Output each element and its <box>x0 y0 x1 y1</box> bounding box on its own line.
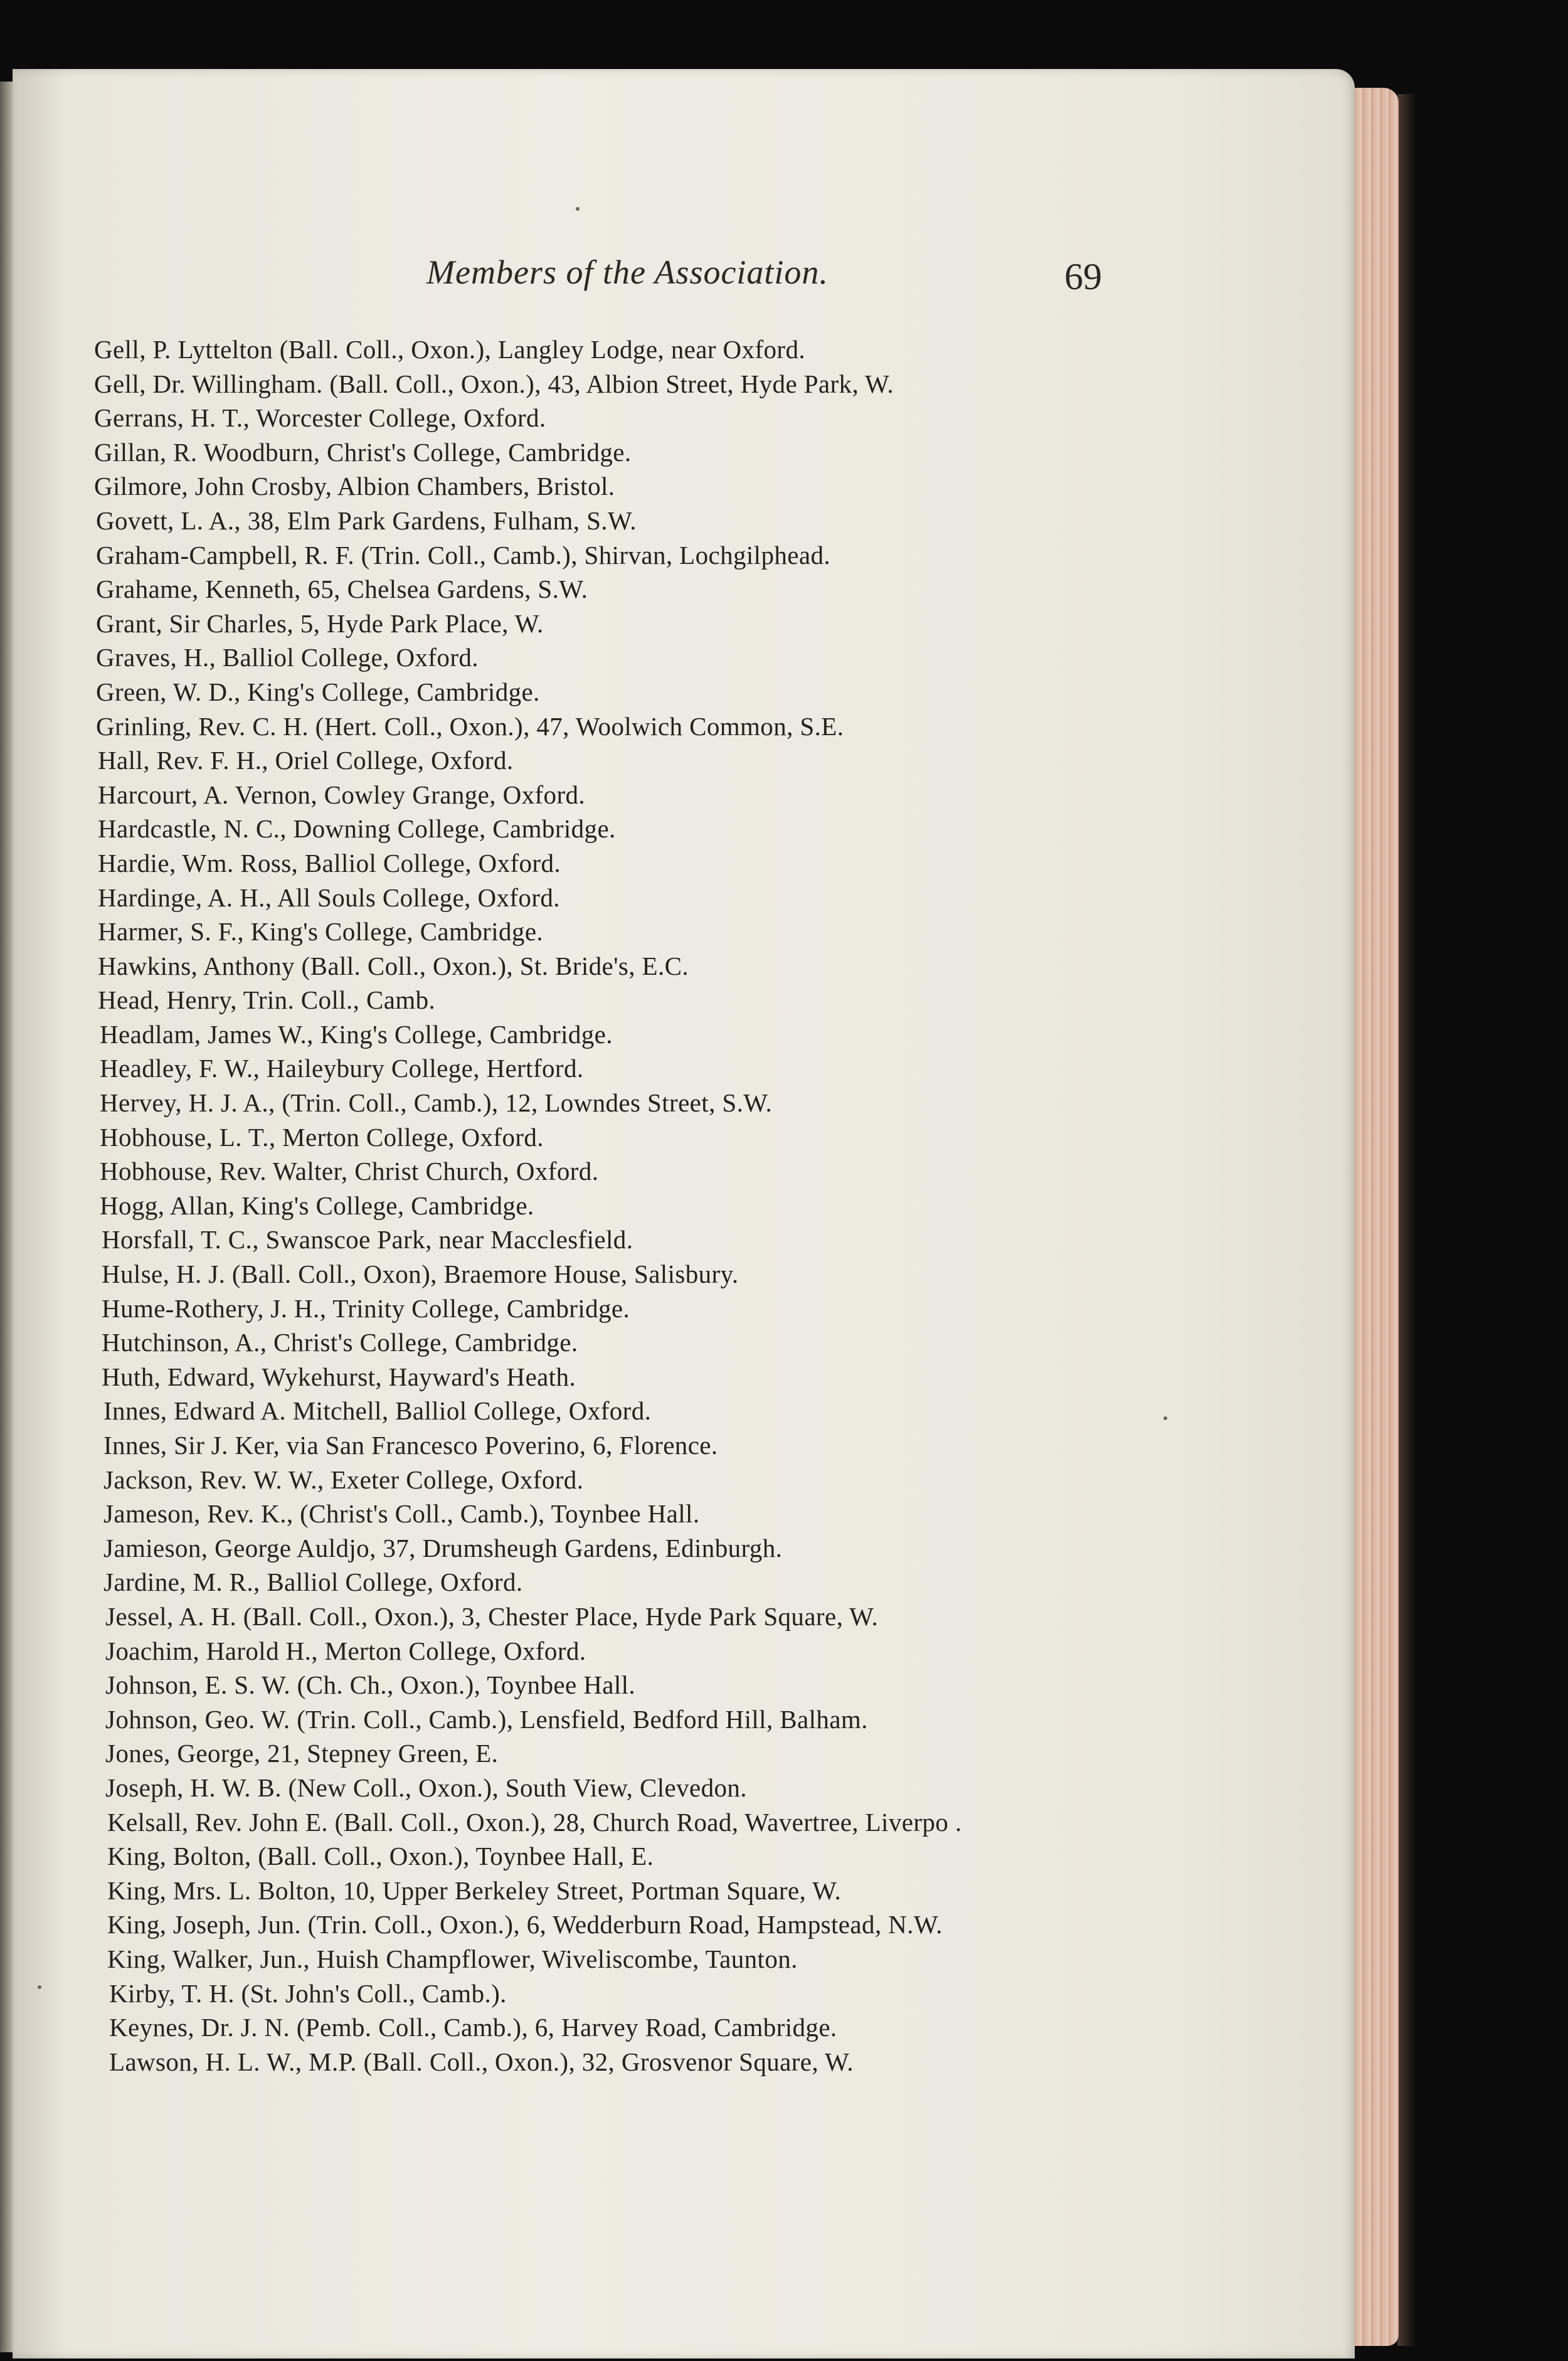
member-entry: Hobhouse, L. T., Merton College, Oxford. <box>100 1122 544 1152</box>
member-entry: Hardie, Wm. Ross, Balliol College, Oxford. <box>98 848 561 878</box>
member-entry: Hobhouse, Rev. Walter, Christ Church, Oxford. <box>100 1157 599 1186</box>
member-entry: King, Walker, Jun., Huish Champflower, Wiveliscombe, Taunton. <box>107 1944 798 1973</box>
member-entry: Grinling, Rev. C. H. (Hert. Coll., Oxon.), 47, Woolwich Common, S.E. <box>96 711 844 741</box>
member-entry: Grant, Sir Charles, 5, Hyde Park Place, W. <box>96 608 544 638</box>
member-entry: Gerrans, H. T., Worcester College, Oxford. <box>94 403 546 433</box>
member-entry: King, Bolton, (Ball. Coll., Oxon.), Toynbee Hall, E. <box>107 1842 654 1871</box>
member-entry: Head, Henry, Trin. Coll., Camb. <box>98 985 436 1015</box>
left-page-edge <box>0 82 13 2352</box>
running-title: Members of the Association. <box>426 253 829 291</box>
member-entry: Headlam, James W., King's College, Cambridge. <box>100 1019 613 1049</box>
member-entry: Hume-Rothery, J. H., Trinity College, Cambridge. <box>102 1293 630 1323</box>
member-entry: Joseph, H. W. B. (New Coll., Oxon.), South View, Clevedon. <box>105 1773 747 1802</box>
member-entry: Hall, Rev. F. H., Oriel College, Oxford. <box>98 746 514 775</box>
member-entry: Graves, H., Balliol College, Oxford. <box>96 643 479 672</box>
member-entry: Jamieson, George Auldjo, 37, Drumsheugh Gardens, Edinburgh. <box>103 1533 783 1563</box>
member-entry: King, Mrs. L. Bolton, 10, Upper Berkeley Street, Portman Square, W. <box>107 1876 842 1905</box>
member-entry: Keynes, Dr. J. N. (Pemb. Coll., Camb.), 6, Harvey Road, Cambridge. <box>109 2013 837 2042</box>
ink-speck <box>576 207 580 211</box>
member-entry: Jameson, Rev. K., (Christ's Coll., Camb.), Toynbee Hall. <box>103 1499 700 1529</box>
member-entry: Gilmore, John Crosby, Albion Chambers, Bristol. <box>94 472 615 501</box>
member-entry: Jessel, A. H. (Ball. Coll., Oxon.), 3, Chester Place, Hyde Park Square, W. <box>105 1601 879 1631</box>
member-entry: Innes, Sir J. Ker, via San Francesco Poverino, 6, Florence. <box>103 1431 718 1460</box>
member-entry: Lawson, H. L. W., M.P. (Ball. Coll., Oxon.), 32, Grosvenor Square, W. <box>109 2047 854 2076</box>
member-entry: Harcourt, A. Vernon, Cowley Grange, Oxford. <box>98 780 586 809</box>
member-entry: Hervey, H. J. A., (Trin. Coll., Camb.), 12, Lowndes Street, S.W. <box>100 1088 773 1118</box>
member-entry: Graham-Campbell, R. F. (Trin. Coll., Camb.), Shirvan, Lochgilphead. <box>96 540 831 570</box>
member-entry: Huth, Edward, Wykehurst, Hayward's Heath. <box>102 1362 576 1391</box>
member-entry: Grahame, Kenneth, 65, Chelsea Gardens, S.W. <box>96 575 588 604</box>
member-entry: King, Joseph, Jun. (Trin. Coll., Oxon.), 6, Wedderburn Road, Hampstead, N.W. <box>107 1910 943 1939</box>
member-entry: Jones, George, 21, Stepney Green, E. <box>105 1739 499 1768</box>
member-entry: Hogg, Allan, King's College, Cambridge. <box>100 1191 534 1220</box>
member-entry: Govett, L. A., 38, Elm Park Gardens, Fulham, S.W. <box>96 506 637 535</box>
member-entry: Johnson, Geo. W. (Trin. Coll., Camb.), Lensfield, Bedford Hill, Balham. <box>105 1704 868 1734</box>
member-entry: Hardcastle, N. C., Downing College, Cambridge. <box>98 814 616 844</box>
member-entry: Harmer, S. F., King's College, Cambridge. <box>98 917 544 947</box>
ink-speck <box>38 1985 41 1989</box>
member-entry: Gell, P. Lyttelton (Ball. Coll., Oxon.), Langley Lodge, near Oxford. <box>94 335 805 364</box>
member-entry: Green, W. D., King's College, Cambridge. <box>96 677 540 706</box>
member-entry: Hutchinson, A., Christ's College, Cambridge. <box>102 1328 578 1357</box>
member-entry: Innes, Edward A. Mitchell, Balliol College, Oxford. <box>103 1396 652 1426</box>
member-entry: Hulse, H. J. (Ball. Coll., Oxon), Braemore House, Salisbury. <box>102 1260 739 1289</box>
member-entry: Headley, F. W., Haileybury College, Hertford. <box>100 1054 584 1083</box>
member-list <box>94 332 1317 2079</box>
member-entry: Gillan, R. Woodburn, Christ's College, Cambridge. <box>94 437 632 467</box>
member-entry: Joachim, Harold H., Merton College, Oxford. <box>105 1636 586 1665</box>
member-entry: Kirby, T. H. (St. John's Coll., Camb.). <box>109 1978 507 2008</box>
member-entry: Hawkins, Anthony (Ball. Coll., Oxon.), St. Bride's, E.C. <box>98 951 689 980</box>
page-header <box>426 248 1116 298</box>
page-edges <box>1348 88 1399 2346</box>
member-entry: Gell, Dr. Willingham. (Ball. Coll., Oxon.), 43, Albion Street, Hyde Park, W. <box>94 369 894 398</box>
member-entry: Horsfall, T. C., Swanscoe Park, near Macclesfield. <box>102 1225 633 1255</box>
page-number: 69 <box>1064 256 1102 297</box>
member-entry: Hardinge, A. H., All Souls College, Oxford. <box>98 883 560 912</box>
member-entry: Johnson, E. S. W. (Ch. Ch., Oxon.), Toynbee Hall. <box>105 1670 636 1700</box>
member-entry: Kelsall, Rev. John E. (Ball. Coll., Oxon.), 28, Church Road, Wavertree, Liverpo . <box>107 1807 962 1837</box>
member-entry: Jackson, Rev. W. W., Exeter College, Oxford. <box>103 1465 584 1494</box>
page-stack-shadow <box>1397 94 1416 2346</box>
member-entry: Jardine, M. R., Balliol College, Oxford. <box>103 1568 523 1597</box>
